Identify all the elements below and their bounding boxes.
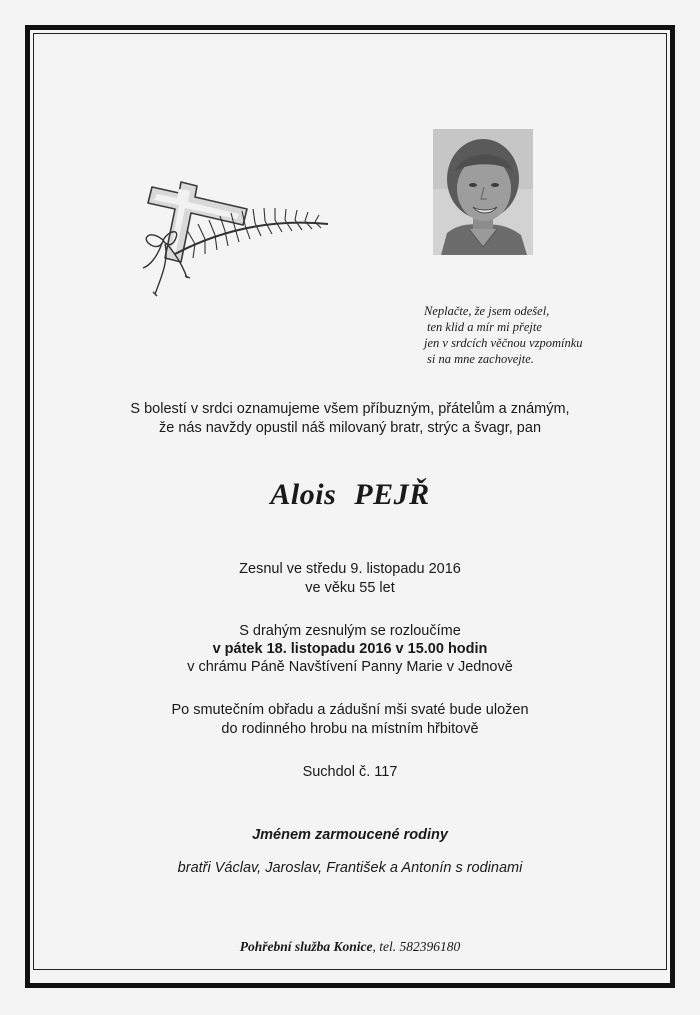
death-info — [40, 560, 660, 598]
funeral-company: Pohřební služba Konice — [239, 939, 373, 954]
funeral-phone: , tel. 582396180 — [372, 939, 461, 954]
funeral-service-footer — [40, 939, 660, 955]
farewell-line: S drahým zesnulým se rozloučíme — [239, 623, 461, 639]
burial-line: Po smutečním obřadu a zádušní mši svaté bude uložen — [171, 702, 529, 718]
portrait-image — [433, 129, 533, 255]
farewell-datetime: v pátek 18. listopadu 2016 v 15.00 hodin — [212, 641, 488, 657]
family-heading: Jménem zarmoucené rodiny — [252, 827, 448, 843]
burial-line: do rodinného hrobu na místním hřbitově — [221, 721, 479, 737]
farewell-place: v chrámu Páně Navštívení Panny Marie v Jednově — [187, 659, 513, 675]
poem-line: Neplačte, že jsem odešel, — [424, 304, 550, 318]
poem-line: si na mne zachovejte. — [427, 352, 534, 366]
last-name: PEJŘ — [354, 478, 430, 511]
deceased-name — [40, 478, 660, 512]
burial-info — [40, 701, 660, 739]
portrait-photo — [433, 129, 533, 255]
family-names: bratři Václav, Jaroslav, František a Antonín s rodinami — [177, 860, 523, 876]
poem-line: jen v srdcích věčnou vzpomínku — [424, 336, 583, 350]
announcement-line: S bolestí v srdci oznamujeme všem příbuzným, přátelům a známým, — [130, 401, 570, 417]
announcement-line: že nás navždy opustil náš milovaný bratr, strýc a švagr, pan — [158, 420, 542, 436]
announcement-text — [40, 400, 660, 438]
address: Suchdol č. 117 — [302, 764, 398, 780]
death-date: Zesnul ve středu 9. listopadu 2016 — [239, 561, 461, 577]
memorial-poem — [424, 303, 624, 367]
cross-palm-branch-icon — [135, 178, 335, 300]
farewell-info — [40, 622, 660, 676]
poem-line: ten klid a mír mi přejte — [427, 320, 542, 334]
first-name: Alois — [270, 478, 337, 511]
age: ve věku 55 let — [305, 580, 395, 596]
